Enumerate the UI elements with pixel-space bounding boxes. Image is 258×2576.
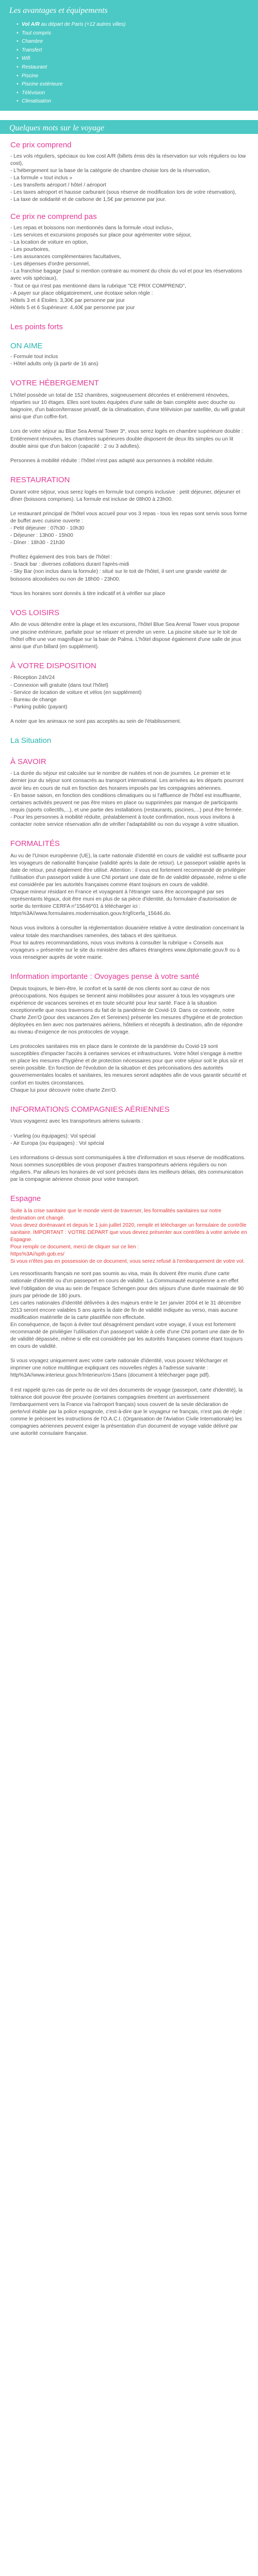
formalities-title: FORMALITÉS <box>10 839 60 848</box>
amenities-banner <box>0 0 258 111</box>
amenity-item: • Tout compris <box>17 29 258 38</box>
good-to-know-text: - La durée du séjour est calculée sur le nombre de nuitées et non de journées. Le premier et le dernier jour du séjour sont consacrés au transport international. Les arrivées au les départs pourront avoir lieu en cours de nuit en fonction des horaires imposés par les compagnies aériennes. - En basse saison, en fonction des conditions climatiques ou si l'affluence de l'hôtel est insuffisante, certaines activités peuvent ne pas être mises en place ou supprimées par manque de participants requis (sports collectifs,...), et une partie des installations (restaurants, piscines,...) peut être fermée. - Pour les personnes à mobilité réduite, préalablement à toute confirmation, nous vous invitons à contacter notre service réservation afin de vérifier l'adaptabilité ou non du voyage à votre situation. <box>10 771 244 827</box>
leisure-title: VOS LOISIRS <box>10 608 60 617</box>
amenity-item: • Piscine extérieure <box>17 80 258 89</box>
amenities-title: Les avantages et équipements <box>9 6 108 15</box>
amenity-item: • Climatisation <box>17 97 258 106</box>
location-title: La Situation <box>10 736 52 745</box>
health-info-title: Information importante : Ovoyages pense à votre santé <box>10 972 200 981</box>
main-content <box>0 134 258 1473</box>
trip-banner-title: Quelques mots sur le voyage <box>9 124 104 133</box>
price-excludes-text: - Les repas et boissons non mentionnés dans la formule «tout inclus», - Les services et excursions proposés sur place pour agrémenter votre séjour, - La location de voiture en option, - Les pourboires, - Les assurances complémentaires facultatives, - Les dépenses d'ordre personnel, - La franchise bagage (sauf si mention contraire au moment du choix du vol et pour les réservations avec vols spéciaux), - Tout ce qui n'est pas mentionné dans la rubrique "CE PRIX COMPREND", - A payer sur place obligatoirement, une écotaxe selon règle : Hôtels 3 et 4 Étoiles: 3,30€ par personne par jour Hôtels 5 et 6 Supérieure: 4,40€ par personne par jour <box>10 225 243 311</box>
spain-text: Les ressortissants français ne sont pas soumis au visa, mais ils doivent être munis d'une carte nationale d'identité ou d'un passeport en cours de validité. La Communauté européenne a en effet levé l'obligation de visa au sein de l'espace Schengen pour des séjours d'une durée maximale de 90 jours par période de 180 jours. Les cartes nationales d'identité délivrées à des majeurs entre le 1er janvier 2004 et le 31 décembre 2013 seront encore valables 5 ans après la date de fin de validité indiquée au verso, mais aucune modification matérielle de la carte plastifiée non effectuée. En conséquence, de façon à éviter tout désagrément pendant votre voyage, il vous est fortement recommandé de privilégier l'utilisation d'un passeport valide à celle d'une CNI portant une date de fin de validité dépassée, même si elle est considérée par les autorités françaises comme étant toujours en cours de validité. Si vous voyagez uniquement avec votre carte nationale d'identité, vous pouvez télécharger et imprimer une notice multilingue expliquant ces nouvelles règles à l'adresse suivante : http%3A//www.interieur.gouv.fr/Interieur/cni-15ans (document à télécharger page pdf). Il est rappelé qu'en cas de perte ou de vol des documents de voyage (passeport, carte d'identité), la tolérance doit pouvoir être prouvée (certaines compagnies émettent un avertissement l'embarquement vers la France via l'aéroport français) sous couvert de la seule déclaration de perte/vol établie par la police espagnole, c'est-à-dire que le voyageur ne français, n'est pas de règle : comme le précisent les instructions de l'O.A.C.I. (Organisation de l'Aviation Civile Internationale) les compagnies aériennes peuvent exiger la présentation d'un document de voyage valide délivré par une autorité consulaire française. <box>10 1271 245 1437</box>
bottom-padding <box>10 1443 248 1473</box>
amenity-item: • Chambre <box>17 38 258 46</box>
spain-title: Espagne <box>10 1194 41 1204</box>
amenities-list <box>9 21 258 106</box>
price-excludes-title: Ce prix ne comprend pas <box>10 212 97 222</box>
amenity-item: • Restaurant <box>17 63 258 72</box>
spacer <box>0 111 258 120</box>
leisure-text: Afin de vous détendre entre la plage et les excursions, l'hôtel Blue Sea Arenal Tower vous propose une piscine extérieure, parfaite pour se relaxer et prendre un verre. La piscine située sur le toit de l'hôtel offre une vue magnifique sur la baie de Palma. L'hôtel dispose également d'une salle de jeux ainsi que d'un billard (en supplément). <box>10 622 241 650</box>
highlights-title: Les points forts <box>10 322 63 331</box>
airlines-title: INFORMATIONS COMPAGNIES AÉRIENNES <box>10 1105 170 1114</box>
amenity-item: • Télévision <box>17 89 258 98</box>
amenity-item: • Vol A/R au départ de Paris (+12 autres villes) <box>17 21 258 29</box>
good-to-know-title: À SAVOIR <box>10 757 46 766</box>
dining-title: RESTAURATION <box>10 475 70 484</box>
spain-health-warning: Suite à la crise sanitaire que le monde vient de traverser, les formalités sanitaires sur notre destination ont changé. Vous devez dorénavant et depuis le 1 juin juillet 2020, remplir et télécharger un formulaire de contrôle sanitaire. IMPORTANT : VOTRE DÉPART que vous devrez présenter aux contrôles à votre arrivée en Espagne. Pour remplir ce document, merci de cliquer sur ce lien : https%3A//spth.gob.es/ Si vous n'êtes pas en possession de ce document, vous serez refusé à l'embarquement de votre vol. <box>10 1208 247 1265</box>
dining-text: Durant votre séjour, vous serez logés en formule tout compris inclusive : petit déjeuner, déjeuner et dîner (boissons comprises). La formule est incluse de 08h00 à 23h00. Le restaurant principal de l'hôtel vous accueil pour vos 3 repas - tous les repas sont servis sous forme de buffet avec cuisine ouverte : - Petit déjeuner : 07h30 - 10h30 - Déjeuner : 13h00 - 15h00 - Dîner : 18h30 - 21h30 Profitez également des trois bars de l'hôtel : - Snack bar : diverses collations durant l'après-midi - Sky Bar (non inclus dans la formule) : situé sur le toit de l'hôtel, il sert une grande variété de boissons alcoolisées ou non de 18h00 - 23h00. *tous les horaires sont donnés à titre indicatif et à vérifier sur place <box>10 489 247 597</box>
trip-banner <box>0 120 258 134</box>
services-title: À VOTRE DISPOSITION <box>10 661 96 670</box>
services-text: - Réception 24h/24 - Connexion wifi gratuite (dans tout l'hôtel) - Service de location de voiture et vélos (en supplément) - Bureau de change - Parking public (payant) A noter que les animaux ne sont pas acceptés au sein de l'établissement. <box>10 675 181 724</box>
health-info-text: Depuis toujours, le bien-être, le confort et la santé de nos clients sont au cœur de nos préoccupations. Nos équipes se tiennent ainsi mobilisées pour assurer à tous les voyageurs une expérience de vacances sereines et en toute sécurité pour leur santé. Face à la situation exceptionnelle que nous traversons du fait de la pandémie de Covid-19. Dans ce contexte, notre Charte Zen'O (pour des vacances Zen et Sereines) présente les mesures d'hygiène et de protection déployées en lien avec nos partenaires aériens, hôteliers et réceptifs à destination, afin de répondre au niveau d'exigence de nos protocoles de voyage. Les protocoles sanitaires mis en place dans le contexte de la pandémie du Covid-19 sont susceptibles d'impacter l'accès à certaines services et infrastructures. Votre hôtel s'engage à mettre en place les mesures d'hygiène et de protection nécessaires pour que votre séjour soit le plus sûr et serein possible. En fonction de l'évolution de la situation et des préconisations des autorités gouvernementales locales et sanitaires, les mesures seront adaptées afin de vous garantir sécurité et confort en toutes circonstances. Chaque lui pour découvrir notre charte Zen'O. <box>10 986 247 1093</box>
formalities-text: Au vu de l'Union européenne (UE), la carte nationale d'identité en cours de validité est suffisante pour les voyageurs de nationalité française (validité après la date de retour). Le passeport valable après la date de retour, peut également être utilisé. Attention : il vous est fortement recommandé de privilégier l'utilisation d'un passeport valide à une CNI portant une date de fin de validité dépassée, même si elle est considérée par les autorités françaises comme étant toujours en cours de validité. Chaque mineur résidant en France et voyageant à l'étranger sans être accompagné par ses représentants légaux, doit être muni en plus de sa pièce d'identité, du formulaire d'autorisation de sortie du territoire CERFA n°15646*01 à télécharger ici : https%3A//www.formulaires.modernisation.gouv.fr/gf/cerfa_15646.do. Nous vous invitons à consulter la réglementation douanière relative à votre destination concernant la valeur totale des marchandises ramenées, des tabacs et des spiritueux. Pour toi autres recommandations, nous vous invitons à consulter la rubrique « Conseils aux voyageurs » présentée sur le site du ministère des affaires étrangères www.diplomatie.gouv.fr ou à vous renseigner auprès de votre mairie. <box>10 853 247 960</box>
price-includes-text: - Les vols réguliers, spéciaux ou low cost A/R (billets émis dès la réservation sur vols réguliers ou low cost), - L'hébergement sur la base de la catégorie de chambre choisie lors de la réservation, - La formule « tout inclus » - Les transferts aéroport / hôtel / aéroport - Les taxes aéroport et hausse carburant (sous réserve de modification lors de votre réservation), - La taxe de solidarité et de carbone de 1,5€ par personne par jour. <box>10 153 246 203</box>
amenity-item: • Piscine <box>17 72 258 81</box>
highlights-heading: ON AIME <box>10 341 43 350</box>
highlights-text: - Formule tout inclus - Hôtel adults only (à partir de 16 ans) <box>10 354 99 367</box>
accommodation-text: L'hôtel possède un total de 152 chambres, soigneusement décorées et entièrement rénovées, réparties sur 10 étages. Elles sont toutes équipées d'une salle de bain complète avec douche ou baignoire, d'un balcon/terrasse privatif, de la climatisation, d'une télévision par satellite, du wifi gratuit ainsi que d'un coffre-fort. Lors de votre séjour au Blue Sea Arenal Tower 3*, vous serez logés en chambre supérieure double : Entièrement rénovées, les chambres supérieures double disposent de deux lits simples ou un lit double ainsi que d'un balcon (capacité : 2 ou 3 adultes). Personnes à mobilité réduite : l'hôtel n'est pas adapté aux personnes à mobilité réduite. <box>10 393 245 464</box>
price-includes-title: Ce prix comprend <box>10 141 72 150</box>
amenity-item: • Wifi <box>17 55 258 63</box>
airlines-text: Vous voyagerez avec les transporteurs aériens suivants : - Vueling (ou équipages): Vol spécial - Air Europa (ou équipages) : Vol spécial Les informations ci-dessus sont communiquées à titre d'information et sous réserve de modifications. Nous sommes susceptibles de vous proposer d'autres transporteurs aériens réguliers ou non réguliers. Par ailleurs les horaires de vol sont précisés dans les meilleurs délais, dès communication par la compagnie aérienne choisie pour votre transport. <box>10 1118 246 1182</box>
accommodation-title: VOTRE HÉBERGEMENT <box>10 379 99 388</box>
amenity-item: • Transfert <box>17 46 258 55</box>
